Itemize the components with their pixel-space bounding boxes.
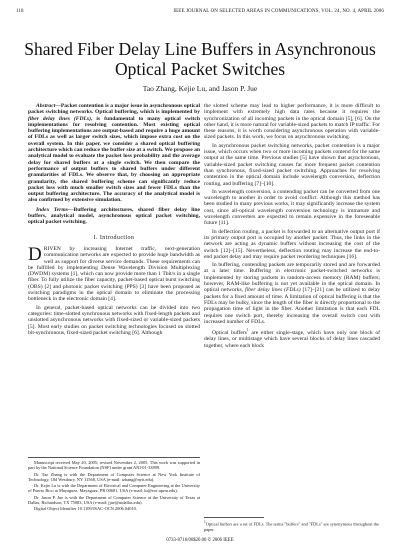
drop-cap: D xyxy=(28,243,42,265)
manuscript-note xyxy=(28,457,200,513)
journal-name: IEEE JOURNAL ON SELECTED AREAS IN COMMUNICATIONS, VOL. 24, NO. 4, APRIL 2006 xyxy=(173,9,384,14)
body-paragraph-4: In deflection routing, a packet is forwarded to an alternative output port if its primary output port is occupied by another packet. Thus, the links in the network are acting as dynamic buffers without increasing the cost of the switch [12]–[15]. Nevertheless, deflection routing may increase the end-to-end packet delay and may require packet reordering techniques [16]. xyxy=(204,228,380,260)
body-paragraph-2: In asynchronous packet switching networks, packet contention is a major issue, which occurs when two or more incoming packets contend for the same output at the same time. Previous studies [5] have shown that asynchronous, variable-sized packet switching causes far more frequent packet contention than synchronous, fixed-sized packet switching. Approaches for resolving contention in the optical domain include wavelength conversion, deflection routing, and buffering [7]–[10]. xyxy=(204,142,380,187)
copyright-footer: 0733-8716/06$20.00 © 2006 IEEE xyxy=(166,538,234,543)
affiliation-zhang: Dr. Tao Zhang is with the Department of Computer Science at New York Institute of Technology, Old Westbury, NY 11568, USA (e-mail: tzhang@nyit.edu). xyxy=(28,471,200,482)
footnote-number: 1 xyxy=(204,520,206,524)
body-paragraph-5-text-a: In buffering, contending packets are temporarily stored and are forwarded at a later time. Buffering in electronic packet-switched networks is implemented by storing packets in random-access memory (RAM) buffers; however, RAM-like buffering is not yet available in the optical domain. In optical networks, xyxy=(204,262,380,294)
body-paragraph-5-text-b: [17]–[21] can be utilized to delay packets for a fixed amount of time. A limitation of optical buffering is that the FDLs may be bulky, since the length of the fiber is directly proportional to the propagation time of light in the fiber. Another limitation is that each FDL requires one switch port, thereby increasing the overall switch cost with increased number of FDLs. xyxy=(204,287,380,325)
body-paragraph-6-text-a: Optical buffers xyxy=(212,329,247,336)
footnote-rule xyxy=(28,457,200,458)
left-column xyxy=(28,103,200,338)
body-paragraph-5 xyxy=(204,262,380,325)
intro-paragraph-2: In general, packet-based optical networks can be divided into two categories: time-slotted synchronous networks with fixed-length packets and unslotted asynchronous networks with fixed-sized or variable-sized packets [5]. Most early studies on packet switching technologies focused on slotted bit-synchronous, fixed-sized packet switching [6]. Although xyxy=(28,304,200,336)
page-number: 118 xyxy=(16,9,24,14)
intro-paragraph-1 xyxy=(28,243,200,303)
paper-title: Shared Fiber Delay Line Buffers in Asynchronous Optical Packet Switches xyxy=(24,39,376,79)
body-paragraph-6-text-b: are either single-stage, which have only one block of delay lines, or multistage which have several blocks of delay lines cascaded together, where each block xyxy=(204,329,380,349)
abstract-emphasis: fiber delay lines (FDLs) xyxy=(28,115,91,122)
author-list: Tao Zhang, Kejie Lu, and Jason P. Jue xyxy=(142,84,258,93)
right-column xyxy=(204,103,380,351)
index-terms-text: Buffering architectures, shared fiber delay line buffers, analytical model, asynchronous optical packet switching, optical packet switching. xyxy=(28,206,200,226)
doi: Digital Object Identifier 10.1109/JSAC-OCN.2006.04010. xyxy=(34,506,137,512)
manuscript-received: Manuscript received May 20, 2005; revised November 2, 2005. This work was supported in part by the National Science Foundation (NSF) under grant ANI-01-33899. xyxy=(28,460,200,471)
affiliation-lu: Dr. Kejie Lu is with the Department of Electrical and Computer Engineering at the University of Puerto Rico at Mayaguez, Mayaguez, PR 00681, USA (e-mail: lu@ece.uprm.edu). xyxy=(28,483,200,494)
intro-text-1: RIVEN by increasing Internet traffic, next-generation communication networks are expected to provide huge bandwidth as well as support for diverse service demands. These requirements can be fulfilled by implementing Dense Wavelength Division Multiplexing (DWDM) systems [1], which can now provide more than 1 Tbit/s in a single fiber. To fully utilize the fiber capacity, packet-based optical burst switching (OBS) [2] and photonic packet switching (PPS) [3] have been proposed as switching paradigms in the optical domain to eliminate the processing bottleneck in the electronic domain [4]. xyxy=(28,245,200,303)
index-terms xyxy=(28,207,200,226)
index-terms-label: Index Terms— xyxy=(36,206,74,213)
footnote-marker: 1 xyxy=(246,328,249,333)
footnote xyxy=(204,517,380,532)
abstract-text-1: Packet contention is a major issue in asynchronous optical packet switching networks. Optical buffering, which is implemented by xyxy=(28,103,200,116)
abstract-label: Abstract— xyxy=(36,103,61,109)
body-paragraph-1: the slotted scheme may lead to higher performance, it is more difficult to implement with extremely high data rates because it requires the synchronization of all incoming packets in the optical domain [5], [6]. On the other hand, it is more natural for variable-sized packets to match IP traffic. For these reasons, it is worth considering asynchronous operation with variable-sized packets. In this work, we focus on asynchronous switching. xyxy=(204,103,380,141)
body-paragraph-6 xyxy=(204,327,380,349)
affiliation-jue: Dr. Jason P. Jue is with the Department of Computer Science at the University of Texas at Dallas, Richardson, TX 75083, USA (e-mail: jjue@utdallas.edu). xyxy=(28,494,200,506)
body-paragraph-5-emphasis: fiber delay lines (FDLs) xyxy=(245,287,301,294)
footnote-text: Optical buffers are a set of FDLs. The terms "buffers" and "FDLs" are synonymous throughout the paper. xyxy=(204,521,380,532)
body-paragraph-3: In wavelength conversion, a contending packet can be converted from one wavelength to another in order to avoid conflict. Although this method has been studied in many previous works, it may significantly increase the system cost, since all-optical wavelength conversion technology is immature and wavelength converters are expected to remain expensive in the foreseeable future [11]. xyxy=(204,188,380,227)
abstract xyxy=(28,103,200,204)
abstract-text-2: , is fundamental to many optical switch implementations for resolving contention. Most existing optical buffering implementations are output-based and require a huge amount of FDLs as well as larger switch sizes, which impose extra cost on the overall system. In this paper, we consider a shared optical buffering architecture which can reduce the buffer size at a switch. We propose an analytical model to evaluate the packet loss probability and the average delay for shared buffers at a single switch. We then compare the performance of output buffers to shared buffers under different granularities of FDLs. We observe that, by choosing an appropriate granularity, the shared buffering scheme can significantly reduce packet loss with much smaller switch sizes and fewer FDLs than the output buffering architecture. The accuracy of the analytical model is also confirmed by extensive simulation. xyxy=(28,115,200,204)
footnote-rule-right xyxy=(204,517,264,518)
section-heading: I. Introduction xyxy=(93,234,135,241)
